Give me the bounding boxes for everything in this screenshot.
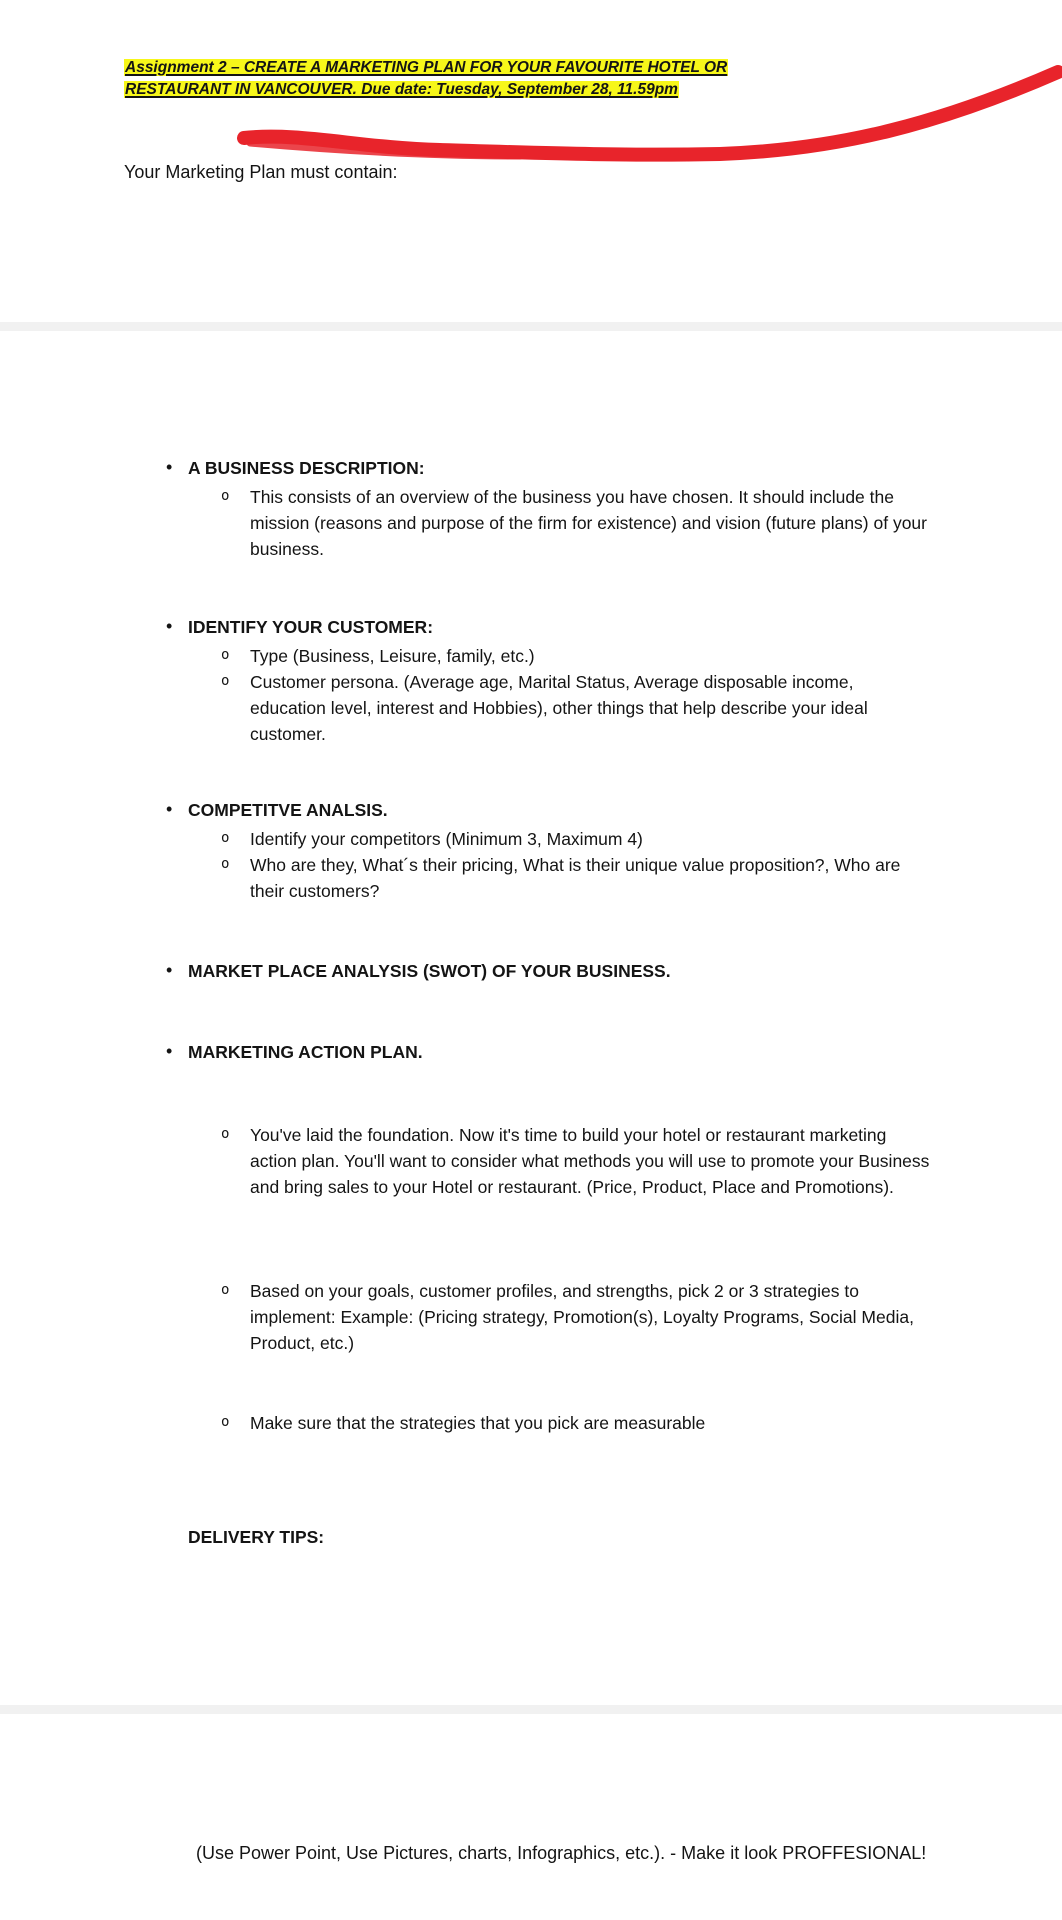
marketing-action-plan-item-strategies: o Based on your goals, customer profiles, and strengths, pick 2 or 3 strategies to implement: Example: (Pricing strategy, Promotion(s), Loyalty Programs, Social Media, Product, etc.)	[250, 1278, 930, 1356]
page-break	[0, 1705, 1062, 1714]
identify-customer-item-persona: o Customer persona. (Average age, Marital Status, Average disposable income, education level, interest and Hobbies), other things that help describe your ideal customer.	[250, 669, 930, 747]
competitive-analysis-item-competitors: o Identify your competitors (Minimum 3, Maximum 4)	[250, 826, 930, 852]
marketing-action-plan-item-measurable: o Make sure that the strategies that you pick are measurable	[250, 1410, 930, 1436]
competitive-analysis-item-pricing: o Who are they, What´s their pricing, What is their unique value proposition?, Who are their customers?	[250, 852, 930, 904]
delivery-tips-text: (Use Power Point, Use Pictures, charts, Infographics, etc.). - Make it look PROFFESIONAL!	[196, 1843, 927, 1863]
section-heading-marketing-action-plan: • MARKETING ACTION PLAN.	[188, 1042, 423, 1063]
red-pen-underline-annotation	[0, 0, 1062, 180]
assignment-title-line-2: RESTAURANT IN VANCOUVER. Due date: Tuesday, September 28, 11.59pm	[125, 81, 678, 98]
identify-customer-item-type: o Type (Business, Leisure, family, etc.)	[250, 643, 930, 669]
business-description-item: o This consists of an overview of the business you have chosen. It should include the mission (reasons and purpose of the firm for existence) and vision (future plans) of your business.	[250, 484, 930, 562]
intro-text: Your Marketing Plan must contain:	[124, 162, 398, 182]
delivery-tips-heading: DELIVERY TIPS:	[188, 1527, 325, 1547]
section-heading-swot: • MARKET PLACE ANALYSIS (SWOT) OF YOUR BUSINESS.	[188, 961, 671, 982]
marketing-action-plan-item-foundation: o You've laid the foundation. Now it's time to build your hotel or restaurant marketing action plan. You'll want to consider what methods you will use to promote your Business and bring sales to your Hotel or restaurant. (Price, Product, Place and Promotions).	[250, 1122, 930, 1200]
section-heading-identify-customer: • IDENTIFY YOUR CUSTOMER:	[188, 617, 433, 638]
page-break	[0, 322, 1062, 331]
section-heading-business-description: • A BUSINESS DESCRIPTION:	[188, 458, 425, 479]
section-heading-competitive-analysis: • COMPETITVE ANALSIS.	[188, 800, 388, 821]
assignment-title-line-1: Assignment 2 – CREATE A MARKETING PLAN FOR YOUR FAVOURITE HOTEL OR	[125, 59, 728, 76]
